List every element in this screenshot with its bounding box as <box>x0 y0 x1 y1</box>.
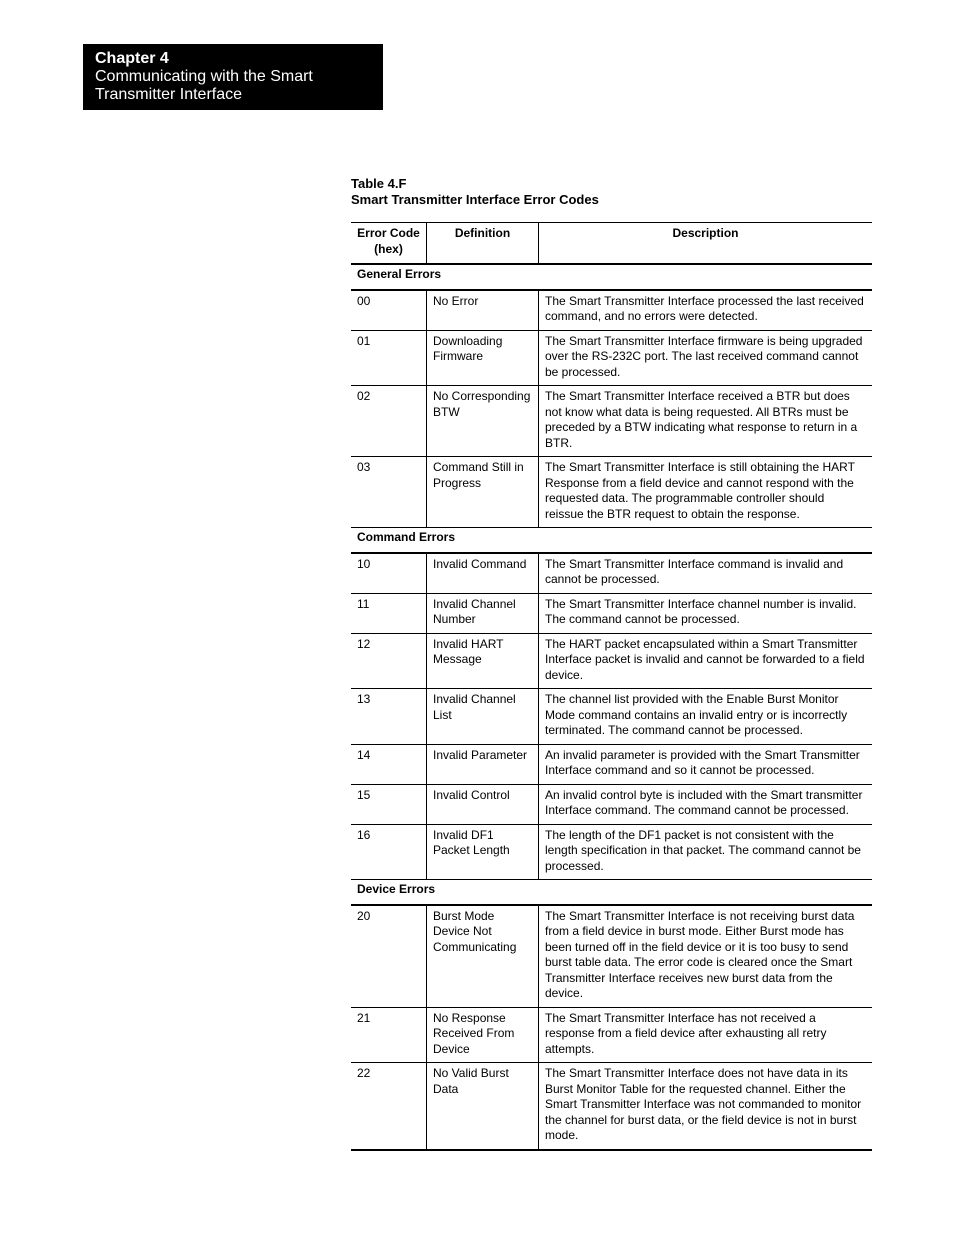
table-row <box>351 593 872 633</box>
description-cell: The Smart Transmitter Interface command is invalid and cannot be processed. <box>539 553 873 594</box>
error-code-cell: 12 <box>351 633 427 689</box>
error-code-cell: 11 <box>351 593 427 633</box>
table-row <box>351 784 872 824</box>
description-cell: An invalid parameter is provided with the Smart Transmitter Interface command and so it cannot be processed. <box>539 744 873 784</box>
definition-cell: No Response Received From Device <box>427 1007 539 1063</box>
error-code-cell: 20 <box>351 905 427 1008</box>
error-code-cell: 14 <box>351 744 427 784</box>
definition-cell: Invalid DF1 Packet Length <box>427 824 539 880</box>
table-header-row <box>351 223 872 265</box>
table-row <box>351 824 872 880</box>
error-code-cell: 00 <box>351 290 427 331</box>
table-caption <box>351 176 599 208</box>
header-error-code: Error Code (hex) <box>351 223 427 265</box>
description-cell: The Smart Transmitter Interface channel number is invalid. The command cannot be processed. <box>539 593 873 633</box>
definition-cell: Invalid Parameter <box>427 744 539 784</box>
description-cell: The Smart Transmitter Interface received a BTR but does not know what data is being requested. All BTRs must be preceded by a BTW indicating what response to return in a BTR. <box>539 386 873 457</box>
header-description: Description <box>539 223 873 265</box>
section-title: General Errors <box>351 264 872 290</box>
error-code-cell: 15 <box>351 784 427 824</box>
description-cell: The Smart Transmitter Interface is not receiving burst data from a field device in burst mode. Either Burst mode has been turned off in the field device or it is too busy to send burst table data. The error code is cleared once the Smart Transmitter Interface receives new burst data from the device. <box>539 905 873 1008</box>
section-row <box>351 880 872 905</box>
table-row <box>351 905 872 1008</box>
definition-cell: Invalid Channel List <box>427 689 539 745</box>
error-code-cell: 02 <box>351 386 427 457</box>
definition-cell: Invalid HART Message <box>427 633 539 689</box>
definition-cell: Invalid Control <box>427 784 539 824</box>
error-codes-table <box>351 222 872 1151</box>
table-body <box>351 264 872 1150</box>
description-cell: The HART packet encapsulated within a Smart Transmitter Interface packet is invalid and cannot be forwarded to a field device. <box>539 633 873 689</box>
table-row <box>351 1007 872 1063</box>
definition-cell: Burst Mode Device Not Communicating <box>427 905 539 1008</box>
description-cell: The channel list provided with the Enable Burst Monitor Mode command contains an invalid entry or is incorrectly terminated. The command cannot be processed. <box>539 689 873 745</box>
description-cell: The Smart Transmitter Interface is still obtaining the HART Response from a field device and cannot respond with the requested data. The programmable controller should reissue the BTR request to obtain the response. <box>539 457 873 528</box>
error-code-cell: 16 <box>351 824 427 880</box>
chapter-header <box>83 44 383 110</box>
error-code-cell: 13 <box>351 689 427 745</box>
definition-cell: Invalid Channel Number <box>427 593 539 633</box>
table-row <box>351 330 872 386</box>
error-code-cell: 01 <box>351 330 427 386</box>
table-row <box>351 386 872 457</box>
description-cell: The Smart Transmitter Interface has not received a response from a field device after exhausting all retry attempts. <box>539 1007 873 1063</box>
description-cell: The Smart Transmitter Interface does not have data in its Burst Monitor Table for the requested channel. Either the Smart Transmitter Interface was not commanded to monitor the channel for burst data, or the field device is not in burst mode. <box>539 1063 873 1150</box>
table-number: Table 4.F <box>351 176 407 191</box>
error-code-cell: 03 <box>351 457 427 528</box>
description-cell: The Smart Transmitter Interface firmware is being upgraded over the RS-232C port. The last received command cannot be processed. <box>539 330 873 386</box>
definition-cell: Invalid Command <box>427 553 539 594</box>
table-title: Smart Transmitter Interface Error Codes <box>351 192 599 207</box>
table-row <box>351 689 872 745</box>
definition-cell: No Valid Burst Data <box>427 1063 539 1150</box>
table-row <box>351 553 872 594</box>
chapter-title-line1: Communicating with the Smart <box>95 68 313 85</box>
definition-cell: Downloading Firmware <box>427 330 539 386</box>
section-row <box>351 528 872 553</box>
table-row <box>351 633 872 689</box>
error-code-cell: 21 <box>351 1007 427 1063</box>
description-cell: An invalid control byte is included with the Smart transmitter Interface command. The command cannot be processed. <box>539 784 873 824</box>
chapter-label: Chapter 4 <box>95 50 169 67</box>
table-row <box>351 1063 872 1150</box>
section-title: Command Errors <box>351 528 872 553</box>
description-cell: The Smart Transmitter Interface processed the last received command, and no errors were detected. <box>539 290 873 331</box>
table-row <box>351 457 872 528</box>
definition-cell: No Error <box>427 290 539 331</box>
definition-cell: Command Still in Progress <box>427 457 539 528</box>
error-code-cell: 22 <box>351 1063 427 1150</box>
table-row <box>351 290 872 331</box>
table-row <box>351 744 872 784</box>
error-code-cell: 10 <box>351 553 427 594</box>
chapter-title-line2: Transmitter Interface <box>95 86 243 103</box>
section-row <box>351 264 872 290</box>
definition-cell: No Corresponding BTW <box>427 386 539 457</box>
description-cell: The length of the DF1 packet is not consistent with the length specification in that packet. The command cannot be processed. <box>539 824 873 880</box>
header-definition: Definition <box>427 223 539 265</box>
section-title: Device Errors <box>351 880 872 905</box>
